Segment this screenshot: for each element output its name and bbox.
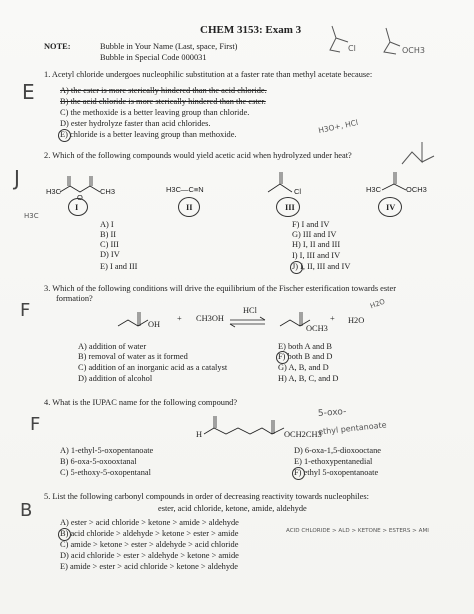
q2-option-c[interactable]: C) III xyxy=(100,240,119,249)
q3-option-b[interactable]: B) removal of water as it formed xyxy=(78,352,188,361)
q1-option-c[interactable]: C) the methoxide is a better leaving group than chloride. xyxy=(60,108,250,117)
q4-option-d[interactable]: D) 6-oxa-1,5-dioxooctane xyxy=(294,446,381,455)
q5-bubble-b xyxy=(58,528,71,541)
roman-iii: III xyxy=(285,203,295,212)
q4-option-e[interactable]: E) 1-ethoxypentanedial xyxy=(294,457,373,466)
q4-stem: 4. What is the IUPAC name for the following compound? xyxy=(44,398,238,407)
q4-option-b[interactable]: B) 6-oxa-5-oxooxtanal xyxy=(60,457,137,466)
q3-water: H2O xyxy=(348,316,365,325)
q5-stem: 5. List the following carbonyl compounds in order of decreasing reactivity towards nucleophiles: xyxy=(44,492,369,501)
q3-bubble-f xyxy=(276,351,289,364)
q3-margin-note: H2O xyxy=(369,297,387,311)
q1-option-a[interactable]: A) the ester is more sterically hindered than the acid chloride. xyxy=(60,86,267,95)
q4-option-a[interactable]: A) 1-ethyl-5-oxopentanoate xyxy=(60,446,154,455)
q3-methanol: CH3OH xyxy=(196,314,224,323)
circle-roman-iii xyxy=(276,197,300,217)
q3-option-h[interactable]: H) A, B, C, and D xyxy=(278,374,339,383)
q4-label-oet: OCH2CH3 xyxy=(284,430,322,439)
q1-option-d[interactable]: D) ester hydrolyze faster than acid chlorides. xyxy=(60,119,211,128)
q3-option-f[interactable]: F) both B and D xyxy=(278,352,333,361)
structure-ii xyxy=(166,185,204,194)
q2-option-a[interactable]: A) I xyxy=(100,220,114,229)
handwriting-cl: Cl xyxy=(348,44,356,53)
circle-roman-iv xyxy=(378,197,402,217)
q1-handwritten-answer: E xyxy=(22,80,35,104)
struct-label-h3c: H3C xyxy=(46,187,62,196)
q3-option-e[interactable]: E) both A and B xyxy=(278,342,332,351)
q5-option-a[interactable]: A) ester > acid chloride > ketone > amide > aldehyde xyxy=(60,518,239,527)
q3-option-c[interactable]: C) addition of an inorganic acid as a catalyst xyxy=(78,363,228,372)
q2-option-f[interactable]: F) I and IV xyxy=(292,220,330,229)
struct-label-o: O xyxy=(77,193,83,202)
q4-label-h: H xyxy=(196,430,203,439)
q2-bubble-j xyxy=(290,261,303,274)
struct-label-h3c-iv: H3C xyxy=(366,185,382,194)
q3-catalyst: HCl xyxy=(243,306,257,315)
exam-title: CHEM 3153: Exam 3 xyxy=(200,24,302,36)
structure-iv xyxy=(366,172,427,194)
q5-option-b[interactable]: B) acid chloride > aldehyde > ketone > ester > amide xyxy=(60,529,239,538)
q3-plus-1: + xyxy=(177,314,182,323)
circle-roman-ii xyxy=(178,197,200,217)
q5-compounds: ester, acid chloride, ketone, amide, aldehyde xyxy=(158,504,307,513)
q2-option-h[interactable]: H) I, II and III xyxy=(292,240,341,249)
q5-option-d[interactable]: D) acid chloride > ester > aldehyde > ketone > amide xyxy=(60,551,239,560)
q2-option-j[interactable]: J) I, II, III and IV xyxy=(292,262,351,271)
q3-option-d[interactable]: D) addition of alcohol xyxy=(78,374,153,383)
q1-stem: 1. Acetyl chloride undergoes nucleophilic substitution at a faster rate than methyl acetate because: xyxy=(44,70,373,79)
q1-option-e[interactable]: E) chloride is a better leaving group than methoxide. xyxy=(60,130,237,139)
roman-i: I xyxy=(75,203,79,212)
q3-option-a[interactable]: A) addition of water xyxy=(78,342,147,351)
q3-handwritten-answer: F xyxy=(20,300,31,321)
q3-product-och3: OCH3 xyxy=(306,324,328,333)
q2-option-e[interactable]: E) I and III xyxy=(100,262,138,271)
q4-option-c[interactable]: C) 5-ethoxy-5-oxopentanal xyxy=(60,468,151,477)
q3-stem-line2: formation? xyxy=(56,294,93,303)
q1-option-b[interactable]: B) the acid chloride is more sterically hindered than the ester. xyxy=(60,97,266,106)
q3-option-g[interactable]: G) A, B, and D xyxy=(278,363,329,372)
q4-handwritten-answer: F xyxy=(30,414,41,435)
q5-option-c[interactable]: C) amide > ketone > ester > aldehyde > acid chloride xyxy=(60,540,239,549)
note-line-1: Bubble in Your Name (Last, space, First) xyxy=(100,42,238,51)
q1-margin-note: H3O+, HCl xyxy=(317,117,359,136)
q5-handwritten-answer: B xyxy=(20,500,33,521)
q2-option-d[interactable]: D) IV xyxy=(100,250,120,259)
structure-iii xyxy=(268,172,301,196)
q5-margin-note: ACID CHLORIDE > ALD > KETONE > ESTERS > AMI xyxy=(286,528,429,534)
note-label: NOTE: xyxy=(44,42,71,51)
q1-bubble-e xyxy=(58,129,71,142)
roman-iv: IV xyxy=(386,203,396,212)
q2-option-g[interactable]: G) III and IV xyxy=(292,230,337,239)
q3-stem-line1: 3. Which of the following conditions will drive the equilibrium of the Fischer esterification towards ester xyxy=(44,284,396,293)
handwritten-structures-top xyxy=(326,22,466,64)
struct-label-cl: Cl xyxy=(294,187,302,196)
roman-ii: II xyxy=(186,203,193,212)
q4-note-1: 5-oxo- xyxy=(317,407,347,419)
q4-bubble-f xyxy=(292,467,305,480)
note-line-2: Bubble in Special Code 000031 xyxy=(100,53,207,62)
q5-option-e[interactable]: E) amide > ester > acid chloride > ketone > aldehyde xyxy=(60,562,238,571)
struct-label-och3: OCH3 xyxy=(406,185,427,194)
q2-margin-note: H3C xyxy=(24,212,39,220)
q2-handwritten-answer: J xyxy=(14,166,20,190)
q3-reactant-oh: OH xyxy=(148,320,161,329)
struct-label-nitrile: H3C—C≡N xyxy=(166,185,204,194)
struct-label-ch3: CH3 xyxy=(100,187,116,196)
q4-option-f[interactable]: F) ethyl 5-oxopentanoate xyxy=(294,468,379,477)
q2-stem: 2. Which of the following compounds would yield acetic acid when hydrolyzed under heat? xyxy=(44,151,352,160)
q4-note-2: ethyl pentanoate xyxy=(317,420,387,437)
q2-option-b[interactable]: B) II xyxy=(100,230,117,239)
q2-option-i[interactable]: I) I, III and IV xyxy=(292,251,341,260)
circle-roman-i xyxy=(68,198,88,216)
q3-plus-2: + xyxy=(330,314,335,323)
handwriting-och3: OCH3 xyxy=(402,46,425,55)
